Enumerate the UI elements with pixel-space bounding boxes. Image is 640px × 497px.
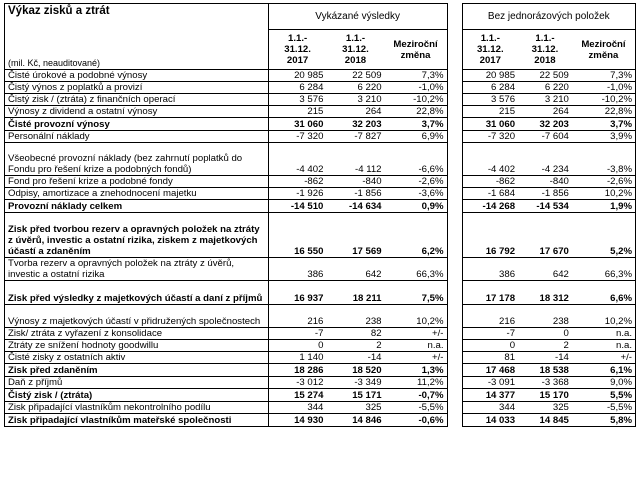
cell-reported-change: -0,6% — [385, 414, 447, 427]
table-row — [5, 352, 636, 364]
cell-reported-change: -1,0% — [385, 82, 447, 94]
cell-oneoff-2017: 6 284 — [462, 82, 518, 94]
row-label: Čisté úrokové a podobné výnosy — [5, 70, 269, 82]
cell-reported-2017: -1 926 — [268, 188, 326, 200]
row-label: Zisk před tvorbou rezerv a opravných položek na ztráty z úvěrů, investic a ostatní rizika, ziskem z majetkových účastí a zdaněním — [5, 213, 269, 258]
group-header-reported: Vykázané výsledky — [268, 4, 447, 30]
cell-reported-2017: 20 985 — [268, 70, 326, 82]
cell-oneoff-change: n.a. — [572, 340, 636, 352]
cell-oneoff-2018: -14 — [518, 352, 572, 364]
cell-reported-2017: -7 320 — [268, 131, 326, 143]
cell-reported-2017: -862 — [268, 176, 326, 188]
cell-reported-2018: 14 846 — [326, 414, 384, 427]
cell-oneoff-2017: 0 — [462, 340, 518, 352]
cell-reported-change: -5,5% — [385, 402, 447, 414]
cell-oneoff-change: -1,0% — [572, 82, 636, 94]
table-row — [5, 402, 636, 414]
cell-reported-2017: 16 550 — [268, 213, 326, 258]
cell-reported-2018: -3 349 — [326, 377, 384, 389]
cell-reported-2018: 82 — [326, 328, 384, 340]
cell-oneoff-change: n.a. — [572, 328, 636, 340]
cell-oneoff-2018: 18 312 — [518, 281, 572, 305]
cell-oneoff-change: 5,5% — [572, 389, 636, 402]
cell-reported-change: -2,6% — [385, 176, 447, 188]
cell-oneoff-2017: 20 985 — [462, 70, 518, 82]
col-header-oneoff-2018: 1.1.- 31.12. 2018 — [518, 30, 572, 70]
cell-oneoff-change: 22,8% — [572, 106, 636, 118]
cell-reported-2018: 32 203 — [326, 118, 384, 131]
cell-oneoff-2017: 81 — [462, 352, 518, 364]
cell-reported-2018: 642 — [326, 258, 384, 281]
cell-reported-2017: 215 — [268, 106, 326, 118]
cell-oneoff-2017: -862 — [462, 176, 518, 188]
row-label: Personální náklady — [5, 131, 269, 143]
table-row — [5, 176, 636, 188]
table-row — [5, 281, 636, 305]
cell-reported-2017: 0 — [268, 340, 326, 352]
cell-oneoff-2017: -7 320 — [462, 131, 518, 143]
cell-reported-2018: 3 210 — [326, 94, 384, 106]
cell-oneoff-2018: -840 — [518, 176, 572, 188]
cell-reported-change: 1,3% — [385, 364, 447, 377]
cell-oneoff-2018: 642 — [518, 258, 572, 281]
cell-reported-change: -0,7% — [385, 389, 447, 402]
table-row — [5, 131, 636, 143]
table-row — [5, 305, 636, 328]
cell-oneoff-change: 5,8% — [572, 414, 636, 427]
cell-reported-change: 7,5% — [385, 281, 447, 305]
row-label: Čistý zisk / (ztráta) z finančních operací — [5, 94, 269, 106]
cell-oneoff-2017: 3 576 — [462, 94, 518, 106]
table-row — [5, 377, 636, 389]
cell-reported-2018: 18 520 — [326, 364, 384, 377]
col-header-reported-2017: 1.1.- 31.12. 2017 — [268, 30, 326, 70]
cell-oneoff-2018: 6 220 — [518, 82, 572, 94]
cell-reported-2018: -7 827 — [326, 131, 384, 143]
cell-reported-2018: -4 112 — [326, 143, 384, 176]
row-label: Výnosy z dividend a ostatní výnosy — [5, 106, 269, 118]
cell-reported-change: -3,6% — [385, 188, 447, 200]
table-row — [5, 414, 636, 427]
cell-oneoff-2018: -1 856 — [518, 188, 572, 200]
cell-reported-2017: 31 060 — [268, 118, 326, 131]
cell-reported-2018: 2 — [326, 340, 384, 352]
cell-oneoff-2018: 15 170 — [518, 389, 572, 402]
cell-reported-2018: -1 856 — [326, 188, 384, 200]
cell-oneoff-2018: 0 — [518, 328, 572, 340]
cell-reported-change: 7,3% — [385, 70, 447, 82]
cell-reported-2018: -14 — [326, 352, 384, 364]
col-header-reported-change: Meziroční změna — [385, 30, 447, 70]
row-label: Čistý zisk / (ztráta) — [5, 389, 269, 402]
cell-oneoff-2017: -14 268 — [462, 200, 518, 213]
cell-oneoff-change: -5,5% — [572, 402, 636, 414]
cell-oneoff-2018: 325 — [518, 402, 572, 414]
cell-reported-2017: 386 — [268, 258, 326, 281]
cell-oneoff-2018: 3 210 — [518, 94, 572, 106]
cell-oneoff-change: -3,8% — [572, 143, 636, 176]
cell-reported-change: 6,9% — [385, 131, 447, 143]
cell-oneoff-change: -2,6% — [572, 176, 636, 188]
cell-reported-change: 66,3% — [385, 258, 447, 281]
cell-oneoff-change: 6,1% — [572, 364, 636, 377]
cell-oneoff-2018: -7 604 — [518, 131, 572, 143]
cell-reported-change: 6,2% — [385, 213, 447, 258]
cell-reported-2017: -3 012 — [268, 377, 326, 389]
table-row — [5, 340, 636, 352]
row-label: Daň z příjmů — [5, 377, 269, 389]
cell-oneoff-2017: -7 — [462, 328, 518, 340]
table-row — [5, 106, 636, 118]
row-label: Čisté zisky z ostatních aktiv — [5, 352, 269, 364]
cell-reported-2018: 325 — [326, 402, 384, 414]
cell-oneoff-2017: 31 060 — [462, 118, 518, 131]
table-row — [5, 258, 636, 281]
cell-oneoff-2017: 17 468 — [462, 364, 518, 377]
row-label: Zisk/ ztráta z vyřazení z konsolidace — [5, 328, 269, 340]
row-label: Zisk připadající vlastníkům mateřské společnosti — [5, 414, 269, 427]
cell-reported-2018: 17 569 — [326, 213, 384, 258]
cell-oneoff-2017: -3 091 — [462, 377, 518, 389]
cell-oneoff-2017: -1 684 — [462, 188, 518, 200]
row-label: Fond pro řešení krize a podobné fondy — [5, 176, 269, 188]
row-label: Zisk před zdaněním — [5, 364, 269, 377]
row-label: Všeobecné provozní náklady (bez zahrnutí poplatků do Fondu pro řešení krize a podobných fondů) — [5, 143, 269, 176]
cell-reported-change: 3,7% — [385, 118, 447, 131]
row-label: Provozní náklady celkem — [5, 200, 269, 213]
cell-reported-2017: 15 274 — [268, 389, 326, 402]
row-label: Tvorba rezerv a opravných položek na ztráty z úvěrů, investic a ostatní rizika — [5, 258, 269, 281]
cell-reported-change: 0,9% — [385, 200, 447, 213]
row-label: Čistý výnos z poplatků a provizí — [5, 82, 269, 94]
cell-oneoff-2018: -4 234 — [518, 143, 572, 176]
income-statement-table — [4, 3, 636, 427]
row-label: Zisk před výsledky z majetkových účastí a daní z příjmů — [5, 281, 269, 305]
cell-oneoff-2017: 17 178 — [462, 281, 518, 305]
table-row — [5, 188, 636, 200]
col-header-oneoff-2017: 1.1.- 31.12. 2017 — [462, 30, 518, 70]
cell-reported-change: 22,8% — [385, 106, 447, 118]
cell-oneoff-change: 3,7% — [572, 118, 636, 131]
table-row — [5, 143, 636, 176]
cell-reported-2018: 18 211 — [326, 281, 384, 305]
cell-reported-change: +/- — [385, 352, 447, 364]
row-label: Ztráty ze snížení hodnoty goodwillu — [5, 340, 269, 352]
cell-oneoff-2017: 344 — [462, 402, 518, 414]
cell-reported-change: +/- — [385, 328, 447, 340]
group-header-one-off: Bez jednorázových položek — [462, 4, 635, 30]
cell-reported-2017: -7 — [268, 328, 326, 340]
table-row — [5, 389, 636, 402]
table-title: Výkaz zisků a ztrát — [5, 4, 269, 30]
cell-oneoff-change: -10,2% — [572, 94, 636, 106]
cell-oneoff-2018: 14 845 — [518, 414, 572, 427]
cell-oneoff-2018: 18 538 — [518, 364, 572, 377]
cell-oneoff-change: 7,3% — [572, 70, 636, 82]
cell-reported-2017: 3 576 — [268, 94, 326, 106]
table-row — [5, 364, 636, 377]
cell-reported-change: 11,2% — [385, 377, 447, 389]
cell-reported-2018: -14 634 — [326, 200, 384, 213]
table-row — [5, 213, 636, 258]
cell-oneoff-2018: -14 534 — [518, 200, 572, 213]
cell-oneoff-change: 66,3% — [572, 258, 636, 281]
cell-reported-2017: 6 284 — [268, 82, 326, 94]
cell-reported-change: 10,2% — [385, 305, 447, 328]
table-row — [5, 118, 636, 131]
cell-reported-2017: -4 402 — [268, 143, 326, 176]
cell-reported-change: -10,2% — [385, 94, 447, 106]
cell-oneoff-2017: 216 — [462, 305, 518, 328]
cell-reported-2017: 344 — [268, 402, 326, 414]
cell-reported-2017: 18 286 — [268, 364, 326, 377]
row-label: Zisk připadající vlastníkům nekontrolního podílu — [5, 402, 269, 414]
cell-oneoff-change: +/- — [572, 352, 636, 364]
cell-reported-2017: 1 140 — [268, 352, 326, 364]
cell-reported-2017: 14 930 — [268, 414, 326, 427]
table-row — [5, 70, 636, 82]
cell-reported-2018: 6 220 — [326, 82, 384, 94]
cell-reported-2017: 16 937 — [268, 281, 326, 305]
cell-reported-change: -6,6% — [385, 143, 447, 176]
cell-oneoff-2017: -4 402 — [462, 143, 518, 176]
cell-reported-2018: 15 171 — [326, 389, 384, 402]
cell-oneoff-2018: 17 670 — [518, 213, 572, 258]
cell-oneoff-2018: -3 368 — [518, 377, 572, 389]
row-label: Čisté provozní výnosy — [5, 118, 269, 131]
cell-oneoff-change: 5,2% — [572, 213, 636, 258]
table-row — [5, 82, 636, 94]
cell-oneoff-2017: 215 — [462, 106, 518, 118]
cell-oneoff-change: 1,9% — [572, 200, 636, 213]
cell-oneoff-2017: 14 033 — [462, 414, 518, 427]
row-label: Odpisy, amortizace a znehodnocení majetku — [5, 188, 269, 200]
cell-oneoff-2017: 14 377 — [462, 389, 518, 402]
cell-oneoff-2017: 16 792 — [462, 213, 518, 258]
cell-oneoff-2018: 264 — [518, 106, 572, 118]
cell-oneoff-change: 10,2% — [572, 305, 636, 328]
cell-reported-2018: 22 509 — [326, 70, 384, 82]
cell-oneoff-change: 10,2% — [572, 188, 636, 200]
cell-oneoff-2018: 32 203 — [518, 118, 572, 131]
unit-note: (mil. Kč, neauditované) — [5, 30, 269, 70]
cell-oneoff-2017: 386 — [462, 258, 518, 281]
cell-reported-2017: 216 — [268, 305, 326, 328]
cell-oneoff-change: 9,0% — [572, 377, 636, 389]
cell-oneoff-change: 3,9% — [572, 131, 636, 143]
col-header-oneoff-change: Meziroční změna — [572, 30, 636, 70]
cell-reported-2017: -14 510 — [268, 200, 326, 213]
cell-oneoff-2018: 22 509 — [518, 70, 572, 82]
cell-oneoff-change: 6,6% — [572, 281, 636, 305]
cell-reported-change: n.a. — [385, 340, 447, 352]
table-row — [5, 328, 636, 340]
cell-reported-2018: 264 — [326, 106, 384, 118]
table-row — [5, 200, 636, 213]
col-header-reported-2018: 1.1.- 31.12. 2018 — [326, 30, 384, 70]
table-row — [5, 94, 636, 106]
cell-oneoff-2018: 238 — [518, 305, 572, 328]
row-label: Výnosy z majetkových účastí v přidružených společnostech — [5, 305, 269, 328]
cell-reported-2018: 238 — [326, 305, 384, 328]
cell-reported-2018: -840 — [326, 176, 384, 188]
cell-oneoff-2018: 2 — [518, 340, 572, 352]
